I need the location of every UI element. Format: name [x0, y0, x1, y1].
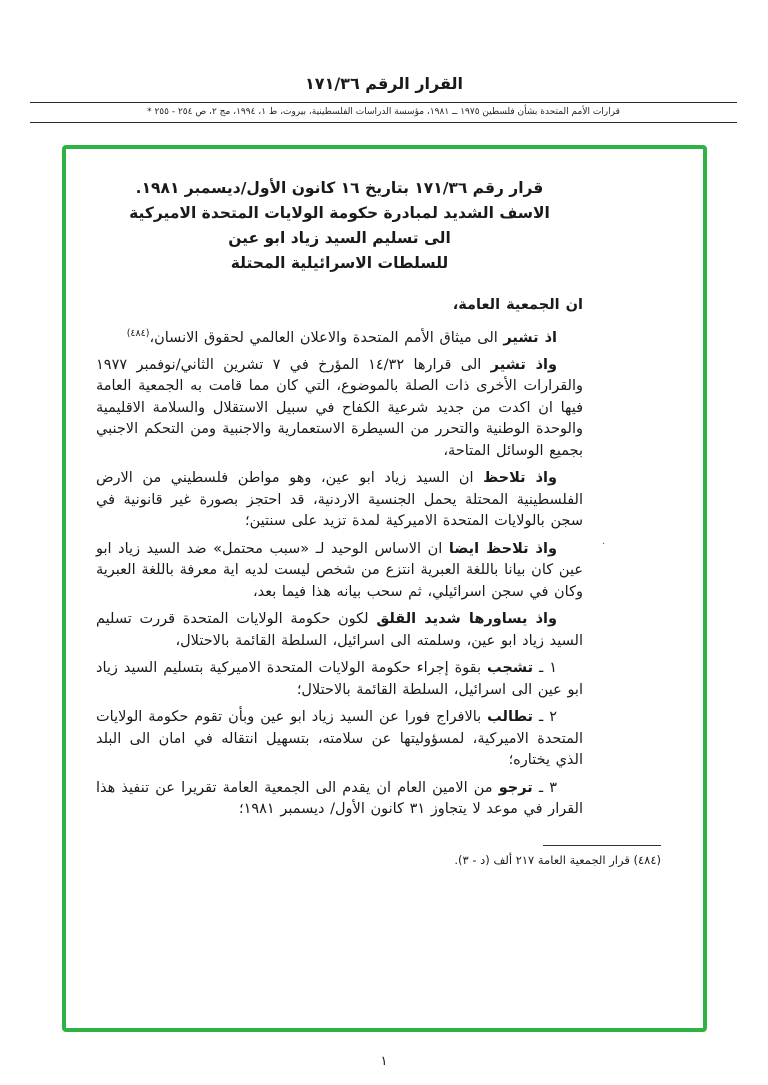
paragraph-lead: واذ يساورها شديد القلق: [376, 611, 557, 628]
resolution-title: [96, 176, 583, 276]
paragraph-lead: تشجب: [487, 660, 534, 677]
paragraph: [96, 295, 583, 317]
paragraph: ٣ ـ ترجو من الامين العام ان يقدم الى الجمعية العامة تقريرا عن تنفيذ هذا القرار في موعد لا يتجاوز ٣١ كانون الأول/ ديسمبر ١٩٨١؛: [96, 779, 583, 818]
page-number: ١: [380, 1054, 388, 1069]
paragraph: واذ تشير الى قرارها ١٤/٣٢ المؤرخ في ٧ تشرين الثاني/نوفمبر ١٩٧٧ والقرارات الأخرى ذات الصلة بالموضوع، التي كان مما قامت به الجمعية العامة فيها ان اكدت من جديد شرعية الكفاح في سبيل الاستقلال والسلامة الاقليمية والوحدة الوطنية والتحرر من السيطرة الاستعمارية والاجنبية ومن التحكم الاجنبي بجميع الوسائل المتاحة،: [96, 356, 583, 459]
paragraph: واذ تلاحظ ايضا ان الاساس الوحيد لـ «سبب محتمل» ضد السيد زياد ابو عين كان بيانا باللغة العبرية انتزع من شخص ليست لديه اية معرفة باللغة العبرية وكان في سجن اسرائيلي، ثم سحب بيانه هذا فيما بعد،: [96, 540, 583, 600]
resolution-content: [66, 149, 703, 867]
footnote-separator: [543, 845, 661, 846]
resolution-title-line: الى تسليم السيد زياد ابو عين: [228, 229, 451, 247]
resolution-title-line: قرار رقم ١٧١/٣٦ بتاريخ ١٦ كانون الأول/ديسمبر ١٩٨١.: [135, 179, 544, 197]
footnote-block: [425, 845, 661, 867]
paragraph: ٢ ـ تطالب بالافراج فورا عن السيد زياد ابو عين وبأن تقوم حكومة الولايات المتحدة الاميركية، لمسؤوليتها عن سلامته، بتسهيل انتقاله في امان الى البلد الذي يختاره؛: [96, 709, 583, 769]
paragraph: واذ يساورها شديد القلق لكون حكومة الولايات المتحدة قررت تسليم السيد زياد ابو عين، وسلمته الى اسرائيل، السلطة القائمة بالاحتلال،: [96, 611, 583, 649]
item-number: ١ ـ: [533, 660, 558, 677]
paragraph-lead: ترجو: [498, 779, 533, 796]
paragraph-lead: ان الجمعية العامة،: [452, 297, 583, 313]
paragraph: ١ ـ تشجب بقوة إجراء حكومة الولايات المتحدة الاميركية بتسليم السيد زياد ابو عين الى اسرائيل، السلطة القائمة بالاحتلال؛: [96, 660, 583, 698]
item-number: ٣ ـ: [532, 779, 557, 796]
paragraph-lead: تطالب: [487, 709, 533, 726]
source-citation-block: [30, 102, 737, 123]
footnote-ref: (٤٨٤): [126, 327, 150, 339]
resolution-title-line: للسلطات الاسرائيلية المحتلة: [230, 254, 449, 272]
resolution-title-line: الاسف الشديد لمبادرة حكومة الولايات المتحدة الاميركية: [129, 204, 550, 222]
paragraph-lead: واذ تلاحظ: [483, 470, 558, 487]
footnote: (٤٨٤) قرار الجمعية العامة ٢١٧ ألف (د - ٣).: [454, 852, 661, 867]
paragraph-lead: اذ تشير: [503, 329, 557, 346]
paragraph-lead: واذ تلاحظ ايضا: [448, 540, 557, 557]
item-number: ٢ ـ: [532, 709, 557, 726]
paragraphs: [96, 295, 583, 821]
source-citation: قرارات الأمم المتحدة بشأن فلسطين ١٩٧٥ ــ ١٩٨١، مؤسسة الدراسات الفلسطينية، بيروت، ط ١، ١٩٩٤، مج ٢، ص ٢٥٤ - ٢٥٥ *: [147, 107, 620, 117]
paragraph: اذ تشير الى ميثاق الأمم المتحدة والاعلان العالمي لحقوق الانسان،$^{(٤٨٤)}$: [126, 327, 557, 346]
stray-mark: ·: [602, 539, 606, 550]
page-header-title: القرار الرقم ١٧١/٣٦: [305, 74, 463, 93]
green-border-box: [62, 145, 707, 1032]
paragraph: واذ تلاحظ ان السيد زياد ابو عين، وهو مواطن فلسطيني من الارض الفلسطينية المحتلة يحمل الجنسية الاردنية، قد احتجز بصورة غير قانونية في سجن بالولايات المتحدة الاميركية لمدة تزيد على سنتين؛: [96, 470, 583, 530]
paragraph-lead: واذ تشير: [490, 356, 557, 373]
